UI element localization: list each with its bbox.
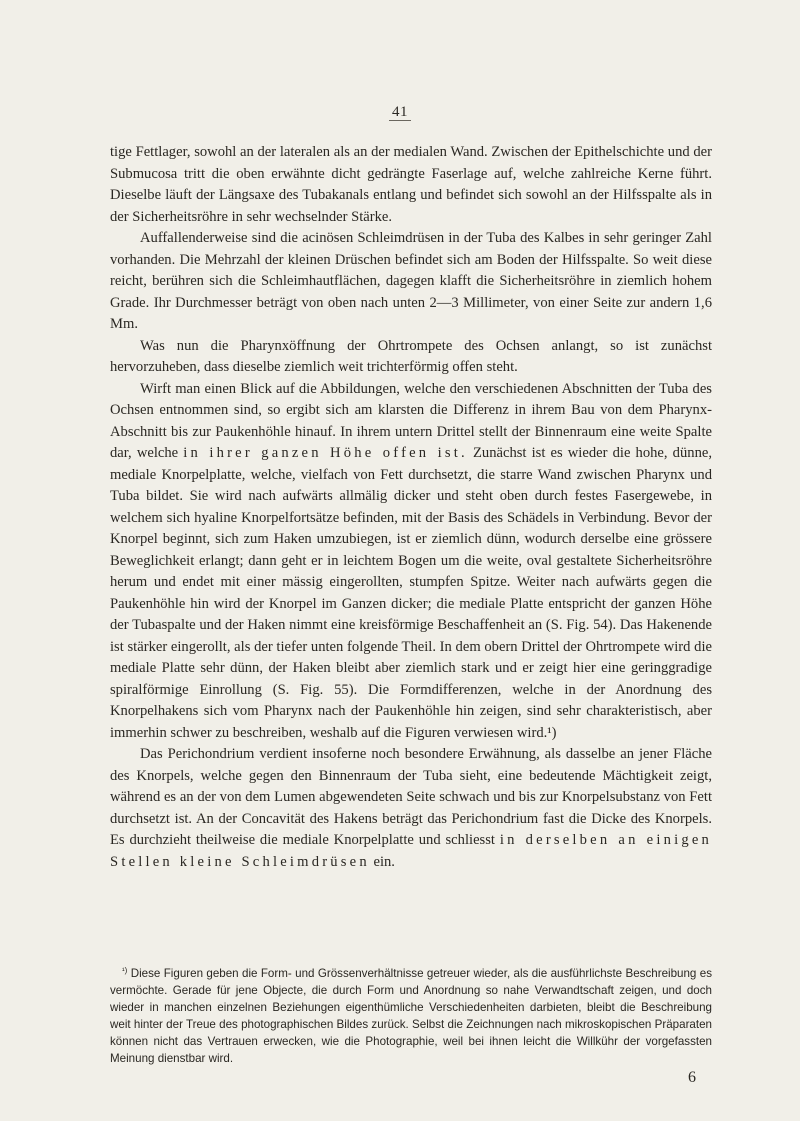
paragraph-4: Wirft man einen Blick auf die Abbildungen, welche den verschiedenen Abschnitten der Tuba des Ochsen entnommen sind, so ergibt sich am klarsten die Differenz in ihrem Bau von dem Pharynx-Abschnitt bis zur Paukenhöhle hinauf. In ihrem untern Drittel stellt der Binnenraum eine weite Spalte dar, welche in ihrer ganzen Höhe offen ist. Zunächst ist es wieder die hohe, dünne, mediale Knorpelplatte, welche, vielfach von Fett durchsetzt, die starre Wand zwischen Pharynx und Tuba bildet. Sie wird nach aufwärts allmälig dicker und steht oben durch festes Fasergewebe, in welchem sich hyaline Knorpelfortsätze befinden, mit der Basis des Schädels in Verbindung. Bevor der Knorpel beginnt, sich zum Haken umzubiegen, ist er ziemlich dünn, wodurch derselbe eine grössere Beweglichkeit erlangt; dann geht er in leichtem Bogen um die weite, oval gestaltete Sicherheitsröhre herum und endet mit einer mässig eingerollten, stumpfen Spitze. Weiter nach aufwärts gegen die Paukenhöhle hin wird der Knorpel im Ganzen dicker; die mediale Platte entspricht der ganzen Höhe der Tubaspalte und der Haken nimmt eine kreisförmige Beschaffenheit an (S. Fig. 54). Das Hakenende ist stärker eingerollt, als der tiefer unten folgende Theil. In dem obern Drittel der Ohrtrompete wird die mediale Platte sehr dünn, der Haken bleibt aber ziemlich stark und er zeigt hier eine geringgradige spiralförmige Einrollung (S. Fig. 55). Die Formdifferenzen, welche in der Anordnung des Knorpelhakens sich vom Pharynx nach der Paukenhöhle hin zeigen, sind sehr charakteristisch, aber immerhin schwer zu beschreiben, weshalb auf die Figuren verwiesen wird.¹): [110, 380, 712, 741]
paragraph-2: Auffallenderweise sind die acinösen Schleimdrüsen in der Tuba des Kalbes in sehr geringer Zahl vorhanden. Die Mehrzahl der kleinen Drüschen befindet sich am Boden der Hilfsspalte. So weit diese reicht, berühren sich die Schleimhautflächen, dagegen klafft die Sicherheitsröhre in ziemlich hohem Grade. Ihr Durchmesser beträgt von oben nach unten 2—3 Millimeter, von einer Seite zur andern 1,6 Mm.: [110, 230, 712, 332]
paragraph-3: Was nun die Pharynxöffnung der Ohrtrompete des Ochsen anlangt, so ist zunächst hervorzuheben, dass dieselbe ziemlich weit trichterförmig offen steht.: [110, 337, 712, 375]
printer-signature: 6: [688, 1069, 696, 1086]
paragraph-1: tige Fettlager, sowohl an der lateralen als an der medialen Wand. Zwischen der Epithelschichte und der Submucosa tritt die oben erwähnte dicht gedrängte Faserlage auf, welche zahlreiche Kerne führt. Dieselbe läuft der Längsaxe des Tubakanals entlang und befindet sich sowohl an der Hilfsspalte als in der Sicherheitsröhre in sehr wechselnder Stärke.: [110, 144, 712, 225]
emphasis-spaced: in derselben an einigen Stellen kleine Schleimdrüsen: [110, 832, 713, 870]
paragraph-5: Das Perichondrium verdient insoferne noch besondere Erwähnung, als dasselbe an jener Fläche des Knorpels, welche gegen den Binnenraum der Tuba sieht, eine bedeutende Mächtigkeit zeigt, während es an der von dem Lumen abgewendeten Seite schwach und bis zur Knorpelsubstanz von Fett durchsetzt ist. An der Concavität des Hakens beträgt das Perichondrium fast die Dicke des Knorpels. Es durchzieht theilweise die mediale Knorpelplatte und schliesst in derselben an einigen Stellen kleine Schleimdrüsen ein.: [110, 746, 713, 870]
body-text: [110, 142, 712, 873]
footnote-text: Diese Figuren geben die Form- und Grössenverhältnisse getreuer wieder, als die ausführlichste Beschreibung es vermöchte. Gerade für jene Objecte, die durch Form und Anordnung so nahe Verwandtschaft zeigen, und doch wieder in manchen einzelnen Beziehungen eigenthümliche Verschiedenheiten darbieten, bleibt die Beschreibung weit hinter der Treue des photographischen Bildes zurück. Selbst die Zeichnungen nach mikroskopischen Präparaten können nicht das Vertrauen erwecken, wie die Photographie, weil bei ihnen leicht die Willkühr der vorgefassten Meinung dienstbar wird.: [110, 967, 712, 1066]
page-number: 41: [0, 104, 800, 121]
emphasis-spaced: in ihrer ganzen Höhe offen ist.: [183, 445, 468, 461]
footnote-marker: ¹): [122, 966, 128, 975]
footnote: [110, 962, 712, 1068]
